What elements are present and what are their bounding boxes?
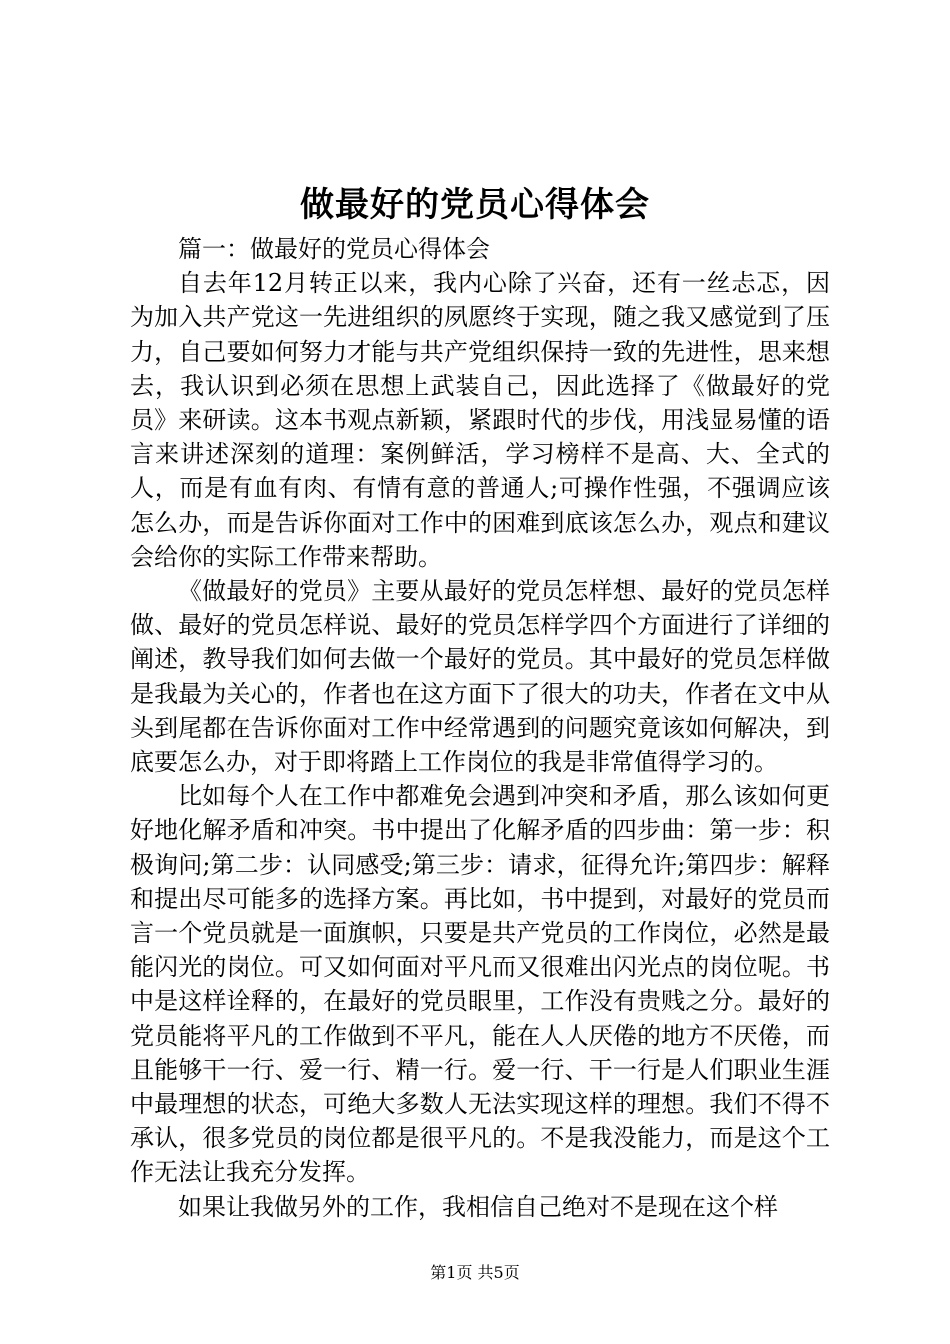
paragraph-section-heading: 篇一：做最好的党员心得体会 (178, 235, 490, 263)
paragraph-1: 自去年12月转正以来，我内心除了兴奋，还有一丝忐忑，因为加入共产党这一先进组织的夙愿终于实现，随之我又感觉到了压力，自己要如何努力才能与共产党组织保持一致的先进性，思来想去，我认识到必须在思想上武装自己，因此选择了《做最好的党员》来研读。这本书观点新颖，紧跟时代的步伐，用浅显易懂的语言来讲述深刻的道理：案例鲜活，学习榜样不是高、大、全式的人，而是有血有肉、有情有意的普通人;可操作性强，不强调应该怎么办，而是告诉你面对工作中的困难到底该怎么办，观点和建议会给你的实际工作带来帮助。 (130, 269, 830, 571)
document-body (130, 232, 830, 1224)
paragraph-2: 《做最好的党员》主要从最好的党员怎样想、最好的党员怎样做、最好的党员怎样说、最好的党员怎样学四个方面进行了详细的阐述，教导我们如何去做一个最好的党员。其中最好的党员怎样做是我最为关心的，作者也在这方面下了很大的功夫，作者在文中从头到尾都在告诉你面对工作中经常遇到的问题究竟该如何解决，到底要怎么办，对于即将踏上工作岗位的我是非常值得学习的。 (130, 577, 830, 777)
paragraph-4: 如果让我做另外的工作，我相信自己绝对不是现在这个样 (178, 1192, 778, 1221)
page-footer: 第1页 共5页 (430, 1263, 520, 1282)
paragraph-3: 比如每个人在工作中都难免会遇到冲突和矛盾，那么该如何更好地化解矛盾和冲突。书中提出了化解矛盾的四步曲：第一步：积极询问;第二步：认同感受;第三步：请求，征得允许;第四步：解释和提出尽可能多的选择方案。再比如，书中提到，对最好的党员而言一个党员就是一面旗帜，只要是共产党员的工作岗位，必然是最能闪光的岗位。可又如何面对平凡而又很难出闪光点的岗位呢。书中是这样诠释的，在最好的党员眼里，工作没有贵贱之分。最好的党员能将平凡的工作做到不平凡，能在人人厌倦的地方不厌倦，而且能够干一行、爱一行、精一行。爱一行、干一行是人们职业生涯中最理想的状态，可绝大多数人无法实现这样的理想。我们不得不承认，很多党员的岗位都是很平凡的。不是我没能力，而是这个工作无法让我充分发挥。 (130, 782, 830, 1187)
document-title: 做最好的党员心得体会 (300, 185, 650, 225)
